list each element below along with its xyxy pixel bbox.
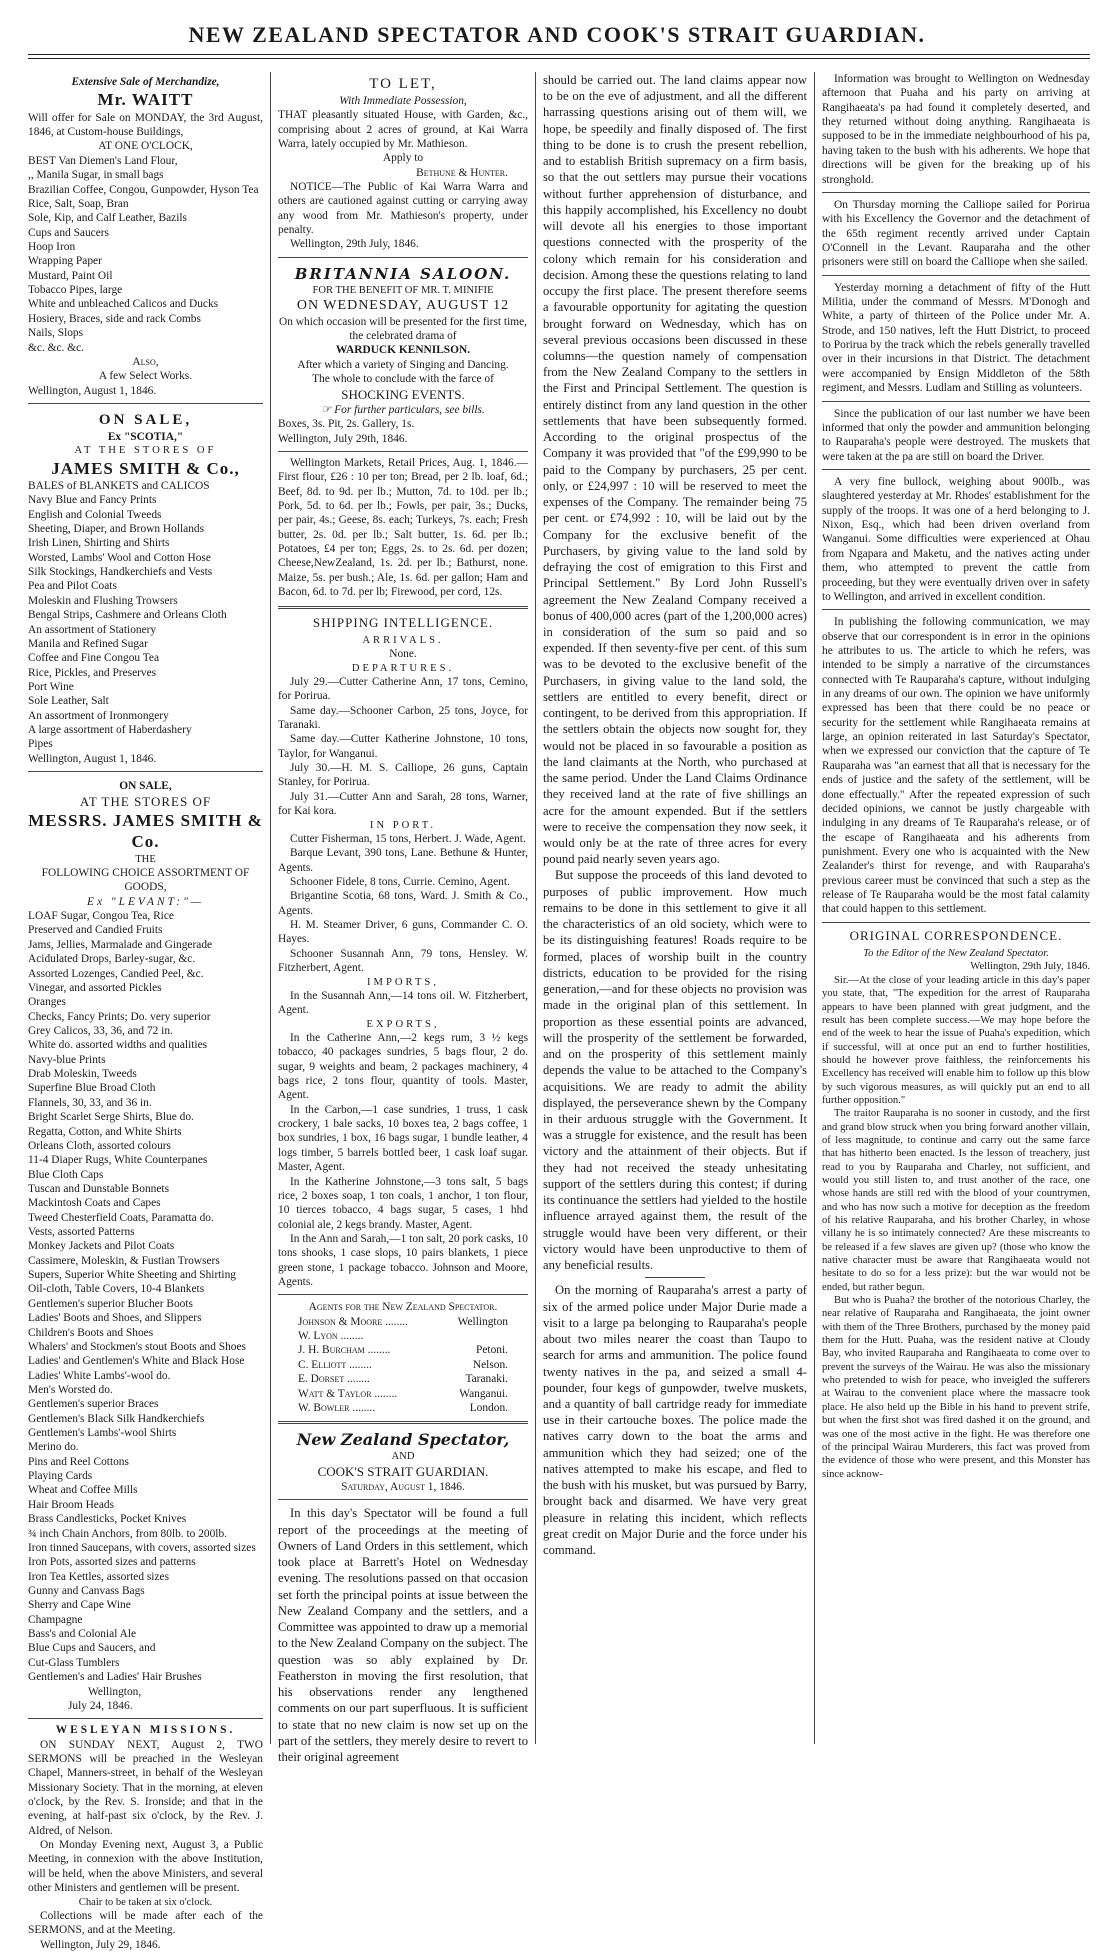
section-heading: SHIPPING INTELLIGENCE. <box>312 614 494 630</box>
ad-subheading: FOR THE BENEFIT OF MR. T. MINIFIE <box>312 284 494 296</box>
agent-name: E. Dorset ........ <box>298 1373 370 1386</box>
list-item: Navy-blue Prints <box>28 1053 106 1066</box>
list-item: Mustard, Paint Oil <box>28 269 113 282</box>
divider <box>822 275 1090 276</box>
wesleyan-ad <box>28 1723 263 1952</box>
news-item: Information was brought to Wellington on Wednesday afternoon that Puaha and his party on arriving at Rangihaeata's pa had found it completely deserted, and they returned without doing anything. Rangihaeata is supposed to be in the immediate neighbourhood of his pa, having taken to the bush with his adherents. We hope that directions will be given for the breaking up of his stronghold. <box>822 73 1090 186</box>
departure-entry: July 29.—Cutter Catherine Ann, 17 tons, Cemino, for Porirua. <box>278 675 528 703</box>
list-item: Flannels, 30, 33, and 36 in. <box>28 1096 152 1109</box>
list-item: Coffee and Fine Congou Tea <box>28 652 160 665</box>
list-item: Mackintosh Coats and Capes <box>28 1197 161 1210</box>
article-paragraph: On the morning of Rauparaha's arrest a party of six of the armed police under Major Durie made a visit to a large pa belonging to Rauparaha's people about two miles nearer the coast than Taupo to search for arms and ammunition. The police found twenty natives in the pa, and seized a small 4-pounder, four kegs of gunpowder, twelve muskets, and a quantity of ball cartridge ready for immediate use in their cartouche boxes. The police made the natives carry down to the boat the arms and ammunition which they had seized; one of the natives attempted to make his escape, and fled to the bush with his musket, but was pursued by Barry, brought back and disarmed. We have very great pleasure in relating this incident, which reflects great credit on Major Durie and the force under his command. <box>543 1283 807 1558</box>
list-item: Irish Linen, Shirting and Shirts <box>28 537 170 550</box>
letter-address: To the Editor of the New Zealand Spectator. <box>863 948 1049 960</box>
market-prices: Wellington Markets, Retail Prices, Aug. 1, 1846.— First flour, £26 : 10 per ton; Bread, per 2 lb. loaf, 6d.; Beef, 8d. to 9d. per lb.; Mutton, 7d. to 10d. per lb.; Pork, 5d. to 6d. per lb.; Fowls, per pair, 3s.; Ducks, per pair, 4s.; Geese, 8s. each; Turkeys, 7s. each; Fresh butter, 2s. 0d. per lb.; Salt butter, 1s. 6d. per lb.; Potatoes, £4 per ton; Eggs, 2s. to 2s. 6d. per dozen; Cheese,NewZealand, 1s. 2d. per lb.; Bathurst, none. Maize, 5s. per bush.; Ale, 1s. 6d. per gallon; Ham and Bacon, 6d. to 7d. per lb; Firewood, per cord, 12s. <box>278 456 528 599</box>
list-item: Oil-cloth, Table Covers, 10-4 Blankets <box>28 1283 205 1296</box>
issue-date: Saturday, August 1, 1846. <box>341 1481 465 1494</box>
ad-bills: ☞ For further particulars, see bills. <box>321 403 485 416</box>
list-item: A large assortment of Haberdashery <box>28 724 192 737</box>
list-item: An assortment of Ironmongery <box>28 709 169 722</box>
levant-ad <box>28 776 263 1719</box>
export-entry: In the Katherine Johnstone,—3 tons salt, 5 bags rice, 2 boxes soap, 1 ton coals, 1 anchor, 1 ton flour, 10 tierces tobacco, 4 bags sugar, 5 cases, 1 hhd colonial ale, 2 kegs brandy. Master, Agent. <box>278 1175 528 1231</box>
list-item: Silk Stockings, Handkerchiefs and Vests <box>28 566 213 579</box>
list-item: Gentlemen's and Ladies' Hair Brushes <box>28 1671 202 1684</box>
ad-date: Wellington, 29th July, 1846. <box>290 238 419 251</box>
ad-subheading: ON WEDNESDAY, AUGUST 12 <box>296 298 510 314</box>
subsection-heading: IN PORT. <box>369 819 437 831</box>
subsection-heading: ARRIVALS. <box>362 634 444 646</box>
list-item: Blue Cloth Caps <box>28 1168 104 1181</box>
list-item: Cut-Glass Tumblers <box>28 1656 120 1669</box>
list-item: Superfine Blue Broad Cloth <box>28 1082 156 1095</box>
ad-body: After which a variety of Singing and Dancing. <box>297 358 509 371</box>
ad-subheading: Ex "LEVANT:"— <box>86 895 204 908</box>
in-port-list <box>278 832 528 976</box>
agent-row <box>298 1343 508 1357</box>
list-item: Cups and Saucers <box>28 226 109 239</box>
agent-row <box>298 1315 508 1329</box>
list-item: Bright Scarlet Serge Shirts, Blue do. <box>28 1111 194 1124</box>
list-item: Supers, Superior White Sheeting and Shirting <box>28 1269 236 1282</box>
news-item: Yesterday morning a detachment of fifty of the Hutt Militia, under the command of Messrs. M'Donogh and White, a party of thirteen of the Police under Mr. A. Strode, and 150 natives, left the Hutt District, to proceed to Porirua by the track which the rebels generally travelled over in their incursions in that District. The detachment were accompanied by Ensign Middleton of the 58th regiment, and Messrs. Ludlam and Stilling as volunteers. <box>822 281 1090 395</box>
list-item: ,, Manila Sugar, in small bags <box>28 169 164 182</box>
ad-subheading: Ex "SCOTIA," <box>107 430 184 443</box>
list-item: Wrapping Paper <box>28 255 102 268</box>
agent-row <box>298 1372 508 1386</box>
ad-intro: Will offer for Sale on MONDAY, the 3rd August, 1846, at Custom-house Buildings, <box>28 111 263 139</box>
list-item: Orleans Cloth, assorted colours <box>28 1139 171 1152</box>
list-item: Worsted, Lambs' Wool and Cotton Hose <box>28 551 211 564</box>
list-item: Bengal Strips, Cashmere and Orleans Cloth <box>28 609 227 622</box>
list-item: Moleskin and Flushing Trowsers <box>28 594 178 607</box>
item-list <box>28 154 263 355</box>
column-rule <box>535 72 536 1744</box>
list-item: Tobacco Pipes, large <box>28 284 123 297</box>
masthead: NEW ZEALAND SPECTATOR AND COOK'S STRAIT GUARDIAN. <box>188 22 926 47</box>
subsection-heading: DEPARTURES. <box>351 662 455 674</box>
agent-name: W. Lyon ........ <box>298 1330 364 1343</box>
news-items <box>822 72 1090 917</box>
article-paragraph: should be carried out. The land claims appear now to be on the eve of adjustment, and all the different harrassing questions arising out of them will, we hope, be speedily and finally disposed of. The first thing to be done is to crush the present rebellion, and to establish British supremacy on a firm basis, so that the out settlers may pursue their vocations without further apprehension of disturbance, and this happily accomplished, his Excellency no doubt will devote all his energies to those important questions connected with the prosperity of the colony which remain for his consideration and decision. Among these the questions relating to land occupy the first place. The present therefore seems a favourable opportunity for agitating the question brought forward on Wednesday, which has on several previous occasions been discussed in these columns—the question namely of compensation from the New Zealand Company to the settlers in the First and Principal Settlement. The question is entirely distinct from any land question in the other settlements that have been subsequently formed. According to the original prospectus of the Company it was provided that "of the £99,990 to be paid to the Company by purchasers, 25 per cent. only, or £24,997 : 10 will be reserved to meet the expenses of the Company. The remainder being 75 per cent. or £74,992 : 10, will be laid out by the Company for the exclusive benefit of the Purchasers, by giving value to the land sold by defraying the cost of emigration to this First and Principal Settlement." By Lord John Russell's agreement the New Zealand Company received a bonus of 400,000 acres (part of the 1,200,000 acres) in consideration of the sum so paid and so expended. If then seventy-five per cent. of this sum was to be devoted to the exclusive benefit of the Purchasers, in giving value to the land sold, the settlers are entitled to every benefit, direct or contingent, to be derived from this appropriation. If the settlers obtain the objects now sought for, they would not be placed in so favourable a position as the land claimants at the North, who purchased at the same period. Under the Land Claims Ordinance they received land at the rate of five shillings an acre for the amount expended. But if the settlers were to receive the compensation they now seek, it would only be at the rate of three acres for every pound paid nearly seven years ago. <box>543 73 807 867</box>
divider <box>822 192 1090 193</box>
agent-location: London. <box>469 1401 508 1414</box>
list-item: BALES of BLANKETS and CALICOS <box>28 479 210 492</box>
list-item: Pea and Pilot Coats <box>28 580 117 593</box>
list-item: Ladies' and Gentlemen's White and Black Hose <box>28 1355 245 1368</box>
ad-heading: ON SALE, <box>119 780 172 793</box>
list-item: Vinegar, and assorted Pickles <box>28 981 162 994</box>
letter-paragraph: Sir.—At the close of your leading article in this day's paper you state, that, "The expedition for the arrest of Rauparaha appears to have been planned with great judgment, and the result has been complete success.—We may hope before the end of the week to hear the issue of Puaha's expedition, which if successful, will at once put an end to further hostilities, should he however prove faithless, the reinforcements his Excellency has received will enable him to follow up this blow by such vigorous measures, as will quickly put an end to all further opposition." <box>822 974 1090 1106</box>
list-item: Champagne <box>28 1613 83 1626</box>
agent-location: Nelson. <box>472 1358 508 1371</box>
pointing-hand-icon: ☞ <box>321 403 335 416</box>
list-item: Tweed Chesterfield Coats, Paramatta do. <box>28 1211 214 1224</box>
list-item: Hoop Iron <box>28 241 76 253</box>
list-item: Drab Moleskin, Tweeds <box>28 1068 137 1081</box>
list-item: Blue Cups and Saucers, and <box>28 1642 156 1655</box>
list-item: Nails, Slops <box>28 327 84 340</box>
divider <box>822 922 1090 923</box>
paper-title-and: AND <box>391 1451 415 1463</box>
exports-list <box>278 1031 528 1289</box>
list-item: Grey Calicos, 33, 36, and 72 in. <box>28 1024 173 1037</box>
ad-date: July 24, 1846. <box>68 1699 133 1712</box>
list-item: Rice, Salt, Soap, Bran <box>28 197 129 210</box>
item-list <box>28 909 263 1684</box>
export-entry: In the Carbon,—1 case sundries, 1 truss, 1 cask crockery, 1 bale sacks, 10 boxes tea, 2 bags coffee, 1 box sundries, 1 box, 16 bags sugar, 1 bundle leather, 4 logs timber, 5 barrels bottled beer, 1 cask loaf sugar. Master, Agent. <box>278 1103 528 1174</box>
list-item: Oranges <box>28 996 66 1009</box>
divider <box>278 606 528 609</box>
imports-entry: In the Susannah Ann,—14 tons oil. W. Fitzherbert, Agent. <box>278 989 528 1017</box>
list-item: Sheeting, Diaper, and Brown Hollands <box>28 523 205 536</box>
ad-heading: BRITANNIA SALOON. <box>294 264 512 283</box>
list-item: Sherry and Cape Wine <box>28 1599 131 1612</box>
agent-name: J. H. Burcham ........ <box>298 1344 391 1357</box>
divider <box>822 401 1090 402</box>
list-item: Gentlemen's superior Braces <box>28 1398 159 1411</box>
ad-body: On which occasion will be presented for the first time, the celebrated drama of <box>279 315 527 343</box>
list-item: Checks, Fancy Prints; Do. very superior <box>28 1010 211 1023</box>
list-item: Regatta, Cotton, and White Shirts <box>28 1125 182 1138</box>
list-item: Ladies' White Lambs'-wool do. <box>28 1369 171 1382</box>
masthead-rule <box>28 54 1090 55</box>
in-port-entry: Schooner Susannah Ann, 79 tons, Hensley. W. Fitzherbert, Agent. <box>278 947 528 975</box>
agent-name: Johnson & Moore ........ <box>298 1315 408 1328</box>
letter-body <box>822 974 1090 1481</box>
ad-heading: TO LET, <box>369 76 437 92</box>
list-item: Assorted Lozenges, Candied Peel, &c. <box>28 967 204 980</box>
export-entry: In the Ann and Sarah,—1 ton salt, 20 pork casks, 10 tons shooks, 1 case slops, 10 pairs blankets, 1 piece green stone, 1 package tobacco. Johnson and Moore, Agents. <box>278 1232 528 1289</box>
ad-agent: Bethune & Hunter. <box>416 166 508 179</box>
ad-apply: Apply to <box>382 152 424 165</box>
list-item: Preserved and Candied Fruits <box>28 924 163 937</box>
list-item: Gunny and Canvass Bags <box>28 1585 145 1597</box>
subsection-heading: EXPORTS, <box>366 1018 440 1030</box>
agent-location: Wanganui. <box>459 1387 508 1400</box>
agent-name: Watt & Taylor ........ <box>298 1387 398 1400</box>
waitt-ad <box>28 72 263 404</box>
agent-row <box>298 1329 508 1343</box>
news-item: In publishing the following communication, we may observe that our correspondent is in error in the opinions he attributes to us. The article to which he refers, was intended to be simply a narrative of the circumstances connected with Te Rauparaha's capture, without indulging in any dreams of our own. The opinion we have uniformly expressed has been that there could be no peace or security for the settlement while Rangihaeata remains at large, an opinion reiterated in last Saturday's Spectator, when we expressed our conviction that the capture of Te Rauparaha was "an earnest that all that is necessary for the ends of justice and the safety of the settlement, will be done effectually." After the repeated expression of such decided opinions, we cannot be justly chargeable with indulging in any dreams of Te Rauparaha's release, or of the escape of Rangihaeata and his adherents from punishment. Every one who is acquainted with the New Zealander's thirst for revenge, and with Rauparaha's previous career must be convinced that such a step as the release of Te Rauparaha would be the most fatal calamity that could happen to this settlement. <box>822 616 1090 916</box>
news-item: On Thursday morning the Calliope sailed for Porirua with his Excellency the Governor and the detachment of the 65th regiment recently arrived under Captain O'Connell in the Levant. Rauparaha and the other prisoners were still on board the Calliope when she sailed. <box>822 198 1090 269</box>
letter-paragraph: But who is Puaha? the brother of the notorious Charley, the near relative of Rauparaha and Rangihaeata, the joint owner with them of the Three Brothers, purchased by the money paid them for the Hutt. Puaha, was the resident native at Cloudy Bay, who invited Rauparaha and Rangihaeata to come over to prevent the surveys of the Wairau. He was also the missionary who pretended to wish for peace, who inveigled the sufferers at Wairau to the convenient place where the massacre took place. He also held up the Bible in his hand to prevent strife, but when the first shot was fired dashed it on the ground, and was one of the most active in the fight. He was therefore one of the principal Wairau Murderers, this fact was proved from the evidence of those who were present, and this Monster has since acknow- <box>822 1295 1090 1480</box>
agents-box <box>278 1300 528 1415</box>
list-item: ¾ inch Chain Anchors, from 80lb. to 200lb. <box>28 1527 228 1540</box>
list-item: Port Wine <box>28 680 74 693</box>
farce-title: SHOCKING EVENTS. <box>341 386 465 402</box>
list-item: Pins and Reel Cottons <box>28 1455 129 1468</box>
list-item: Navy Blue and Fancy Prints <box>28 494 157 507</box>
ad-body: THAT pleasantly situated House, with Garden, &c., comprising about 2 acres of ground, at Kai Warra Warra, lately occupied by Mr. Mathieson. <box>278 109 528 150</box>
in-port-entry: Cutter Fisherman, 15 tons, Herbert. J. Wade, Agent. <box>290 832 526 845</box>
in-port-entry: Schooner Fidele, 8 tons, Currie. Cemino, Agent. <box>290 875 510 888</box>
column-2 <box>278 72 528 1764</box>
list-item: Cassimere, Moleskin, & Fustian Trowsers <box>28 1254 220 1267</box>
list-item: White and unbleached Calicos and Ducks <box>28 298 219 311</box>
departures-list <box>278 675 528 819</box>
paper-title: New Zealand Spectator, <box>296 1430 510 1450</box>
masthead-rule-2 <box>28 58 1090 59</box>
divider <box>822 609 1090 610</box>
in-port-entry: Barque Levant, 390 tons, Lane. Bethune & Hunter, Agents. <box>278 847 528 874</box>
shipping-intelligence <box>278 615 528 1290</box>
ad-paragraph: Collections will be made after each of the SERMONS, and at the Meeting. <box>28 1909 263 1937</box>
ad-subheading: THE <box>135 853 156 865</box>
list-item: English and Colonial Tweeds <box>28 508 162 521</box>
list-item: Hair Broom Heads <box>28 1498 115 1511</box>
ad-subheading: With Immediate Possession, <box>339 94 467 107</box>
agent-name: C. Elliott ........ <box>298 1358 372 1371</box>
news-item: Since the publication of our last number we have been informed that only the powder and ammunition belonging to Rauparaha's people were destroyed. The muskets that were taken at the pa are still on board the Driver. <box>822 407 1090 463</box>
agent-name: W. Bowler ........ <box>298 1401 376 1414</box>
ad-heading: WESLEYAN MISSIONS. <box>55 1724 236 1737</box>
ad-paragraph: Chair to be taken at six o'clock. <box>78 1896 213 1908</box>
list-item: Tuscan and Dunstable Bonnets <box>28 1182 170 1195</box>
divider <box>822 469 1090 470</box>
merchant-name: JAMES SMITH & Co., <box>51 458 240 478</box>
article-paragraph: But suppose the proceeds of this land devoted to purposes of public improvement. How much remains to be done in this settlement to give it all the characteristics of an old society, which were to be its distinguishing features! Roads require to be formed, places of worship built in the country districts, education to be provided for the rising generation,—and for these objects no provision was made in the original plan of this settlement. In proportion as these essential points are advanced, will the prosperity of the settlement be forwarded, and on the prosperity of this settlement mainly depends the value to be attached to the Company's acquisitions. We are ready to admit the ability displayed, the perseverance shewn by the Company in their arduous struggle with the Government. It was a struggle for existence, and the result has been victory and the attainment of their objects. But if they had not received the steady unhesitating support of the settlers during this contest; if during its continuance the settlers had yielded to the hostile influence arrayed against them, the result of the struggle would have been very different, or their victory would have been unproductive to them of any beneficial results. <box>543 868 807 1273</box>
in-port-entry: H. M. Steamer Driver, 6 guns, Commander C. O. Hayes. <box>278 919 528 946</box>
arrivals-none: None. <box>389 648 417 661</box>
ad-date: Wellington, August 1, 1846. <box>28 384 157 397</box>
list-item: Children's Boots and Shoes <box>28 1326 154 1339</box>
list-item: Brass Candlesticks, Pocket Knives <box>28 1513 187 1526</box>
scotia-ad <box>28 408 263 772</box>
ad-subheading: AT THE STORES OF <box>79 793 212 809</box>
ad-date: Wellington, July 29, 1846. <box>40 1938 161 1951</box>
ad-paragraph: On Monday Evening next, August 3, a Public Meeting, in connexion with the above Institution, will be held, when the above Ministers, and several other Ministers and gentlemen will be present. <box>28 1839 263 1895</box>
list-item: BEST Van Diemen's Land Flour, <box>28 154 178 167</box>
column-3 <box>543 72 807 1744</box>
list-item: Ladies' Boots and Shoes, and Slippers <box>28 1312 202 1325</box>
ad-body: The whole to conclude with the farce of <box>312 373 494 386</box>
ad-date: Wellington, July 29th, 1846. <box>278 432 408 445</box>
column-rule <box>270 72 271 1744</box>
ad-paragraph: ON SUNDAY NEXT, August 2, TWO SERMONS will be preached in the Wesleyan Chapel, Manners-street, in behalf of the Wesleyan Missionary Society. That in the morning, at eleven o'clock, by the Rev. S. Ironside; and that in the evening, at half-past six o'clock, by the Rev. J. Aldred, of Nelson. <box>28 1738 263 1837</box>
agent-row <box>298 1401 508 1415</box>
ad-date: Wellington, August 1, 1846. <box>28 752 157 765</box>
ad-notice: NOTICE—The Public of Kai Warra Warra and others are cautioned against cutting or carrying away any wood from Mr. Mathieson's property, under penalty. <box>278 181 528 237</box>
list-item: &c. &c. &c. <box>28 341 84 354</box>
list-item: White do. assorted widths and qualities <box>28 1039 208 1052</box>
column-1 <box>28 72 263 1951</box>
agent-location: Wellington <box>457 1315 508 1328</box>
ad-heading: ON SALE, <box>98 411 193 428</box>
departure-entry: Same day.—Cutter Katherine Johnstone, 10 tons, Taylor, for Wanganui. <box>278 733 528 760</box>
ad-prices: Boxes, 3s. Pit, 2s. Gallery, 1s. <box>278 418 415 431</box>
divider <box>278 1499 528 1500</box>
list-item: Rice, Pickles, and Preserves <box>28 666 157 679</box>
column-4 <box>822 72 1090 1744</box>
list-item: Pipes <box>28 738 53 751</box>
export-entry: In the Catherine Ann,—2 kegs rum, 3 ½ kegs tobacco, 40 packages sundries, 5 bags flour, 2 do. sugar, 9 weights and beam, 2 packages machinery, 4 bags rice, 2 tons flour, quantity of tools. Master, Agent. <box>278 1031 528 1102</box>
divider <box>645 1277 705 1278</box>
saloon-ad <box>278 262 528 452</box>
list-item: An assortment of Stationery <box>28 623 157 636</box>
list-item: Monkey Jackets and Pilot Coats <box>28 1240 175 1253</box>
agent-location: Taranaki. <box>465 1373 508 1386</box>
letter-date: Wellington, 29th July, 1846. <box>970 961 1090 973</box>
news-item: A very fine bullock, weighing about 900lb., was slaughtered yesterday at Mr. Rhodes' establishment for the supply of the troops. It was one of a herd belonging to J. Nixon, Esq., which had been driven overland from Wanganui. Some difficulties were experienced at Ohau from Ngapara and Maketu, and the natives acting under them, who attempted to prevent the cattle from proceeding, but they were eventually driven over in safety to Wellington, and arrived in excellent condition. <box>822 475 1090 603</box>
list-item: Brazilian Coffee, Congou, Gunpowder, Hyson Tea <box>28 183 259 196</box>
ad-place: Wellington, <box>88 1685 142 1698</box>
agent-location: Petoni. <box>476 1344 508 1357</box>
merchant-name: MESSRS. JAMES SMITH & Co. <box>28 810 263 852</box>
list-item: Hosiery, Braces, side and rack Combs <box>28 312 201 325</box>
list-item: Gentlemen's Lambs'-wool Shirts <box>28 1427 177 1440</box>
list-item: Manila and Refined Sugar <box>28 637 148 650</box>
divider <box>278 1294 528 1295</box>
list-item: Whalers' and Stockmen's stout Boots and Shoes <box>28 1340 246 1353</box>
auctioneer-name: Mr. WAITT <box>97 90 194 110</box>
in-port-entry: Brigantine Scotia, 68 tons, Ward. J. Smith & Co., Agents. <box>278 890 528 917</box>
list-item: Vests, assorted Patterns <box>28 1226 135 1239</box>
list-item: 11-4 Diaper Rugs, White Counterpanes <box>28 1154 208 1167</box>
list-item: LOAF Sugar, Congou Tea, Rice <box>28 910 174 923</box>
item-list <box>28 479 263 752</box>
letter-paragraph: The traitor Rauparaha is no sooner in custody, and the first and grand blow struck when you bring forward another villain, of less magnitude, to continue and carry out the same farce that has hitherto been enacted. Is the lesson of treachery, just read to you by Rauparaha and Charley, not sufficient, and would you still listen to, and trust another of the race, one whose hands are still red with the blood of your countrymen, and who has now such a motive for deception as the freedom of his relative Rauparaha, and his brother Charley, in whose villany he is so intimately connected? Are these miscreants to be released if a few slaves are given up? (those who know the native character must be aware that Rangihaeata would not hesitate to do so for a less prize): but the war would not be ended, but rather begun. <box>822 1108 1090 1293</box>
divider <box>278 1421 528 1424</box>
agents-heading: Agents for the New Zealand Spectator. <box>308 1301 498 1314</box>
paper-subtitle: COOK'S STRAIT GUARDIAN. <box>317 1463 489 1479</box>
ad-subheading: FOLLOWING CHOICE ASSORTMENT OF GOODS, <box>41 867 250 894</box>
column-rule <box>814 72 815 1744</box>
leader-article: In this day's Spectator will be found a full report of the proceedings at the meeting of Owners of Land Orders in this settlement, which took place at Barrett's Hotel on Wednesday evening. The resolutions passed on that occasion set forth the principal points at issue between the New Zealand Company and the settlers, and a Committee was appointed to draw up a memorial to the New Zealand Company on the subject. The question was so ably explained by Dr. Featherston in moving the first resolution, that his observations render any lengthened comments on our part superfluous. It is sufficient to state that no new claim is now set up on the part of the settlers, they merely desire to revert to their original agreement <box>278 1506 528 1764</box>
list-item: Wheat and Coffee Mills <box>28 1484 138 1497</box>
list-item: Gentlemen's superior Blucher Boots <box>28 1297 193 1310</box>
list-item: Playing Cards <box>28 1470 93 1483</box>
list-item: Iron Tea Kettles, assorted sizes <box>28 1570 170 1583</box>
agent-row <box>298 1358 508 1372</box>
list-item: Iron Pots, assorted sizes and patterns <box>28 1556 196 1569</box>
ad-also: Also, <box>132 355 159 368</box>
departure-entry: Same day.—Schooner Carbon, 25 tons, Joyce, for Taranaki. <box>278 704 528 732</box>
list-item: Acidulated Drops, Barley-sugar, &c. <box>28 953 196 966</box>
ad-works: A few Select Works. <box>98 370 193 383</box>
list-item: Men's Worsted do. <box>28 1383 113 1396</box>
list-item: Iron tinned Saucepans, with covers, assorted sizes <box>28 1541 256 1554</box>
to-let-ad <box>278 72 528 258</box>
list-item: Sole Leather, Salt <box>28 695 109 708</box>
list-item: Bass's and Colonial Ale <box>28 1628 137 1641</box>
list-item: Gentlemen's Black Silk Handkerchiefs <box>28 1412 205 1425</box>
ad-subheading: AT THE STORES OF <box>74 445 217 457</box>
subsection-heading: IMPORTS, <box>367 976 439 988</box>
departure-entry: July 30.—H. M. S. Calliope, 26 guns, Captain Stanley, for Porirua. <box>278 762 528 789</box>
drama-title: WARDUCK KENNILSON. <box>335 344 471 357</box>
agents-list <box>278 1315 528 1416</box>
list-item: Jams, Jellies, Marmalade and Gingerade <box>28 938 213 951</box>
section-heading: ORIGINAL CORRESPONDENCE. <box>849 927 1063 943</box>
list-item: Sole, Kip, and Calf Leather, Bazils <box>28 212 187 225</box>
agent-row <box>298 1387 508 1401</box>
ad-time: AT ONE O'CLOCK, <box>98 140 193 153</box>
list-item: Merino do. <box>28 1441 79 1454</box>
departure-entry: July 31.—Cutter Ann and Sarah, 28 tons, Warner, for Kai kora. <box>278 790 528 818</box>
ad-heading: Extensive Sale of Merchandize, <box>71 76 220 88</box>
